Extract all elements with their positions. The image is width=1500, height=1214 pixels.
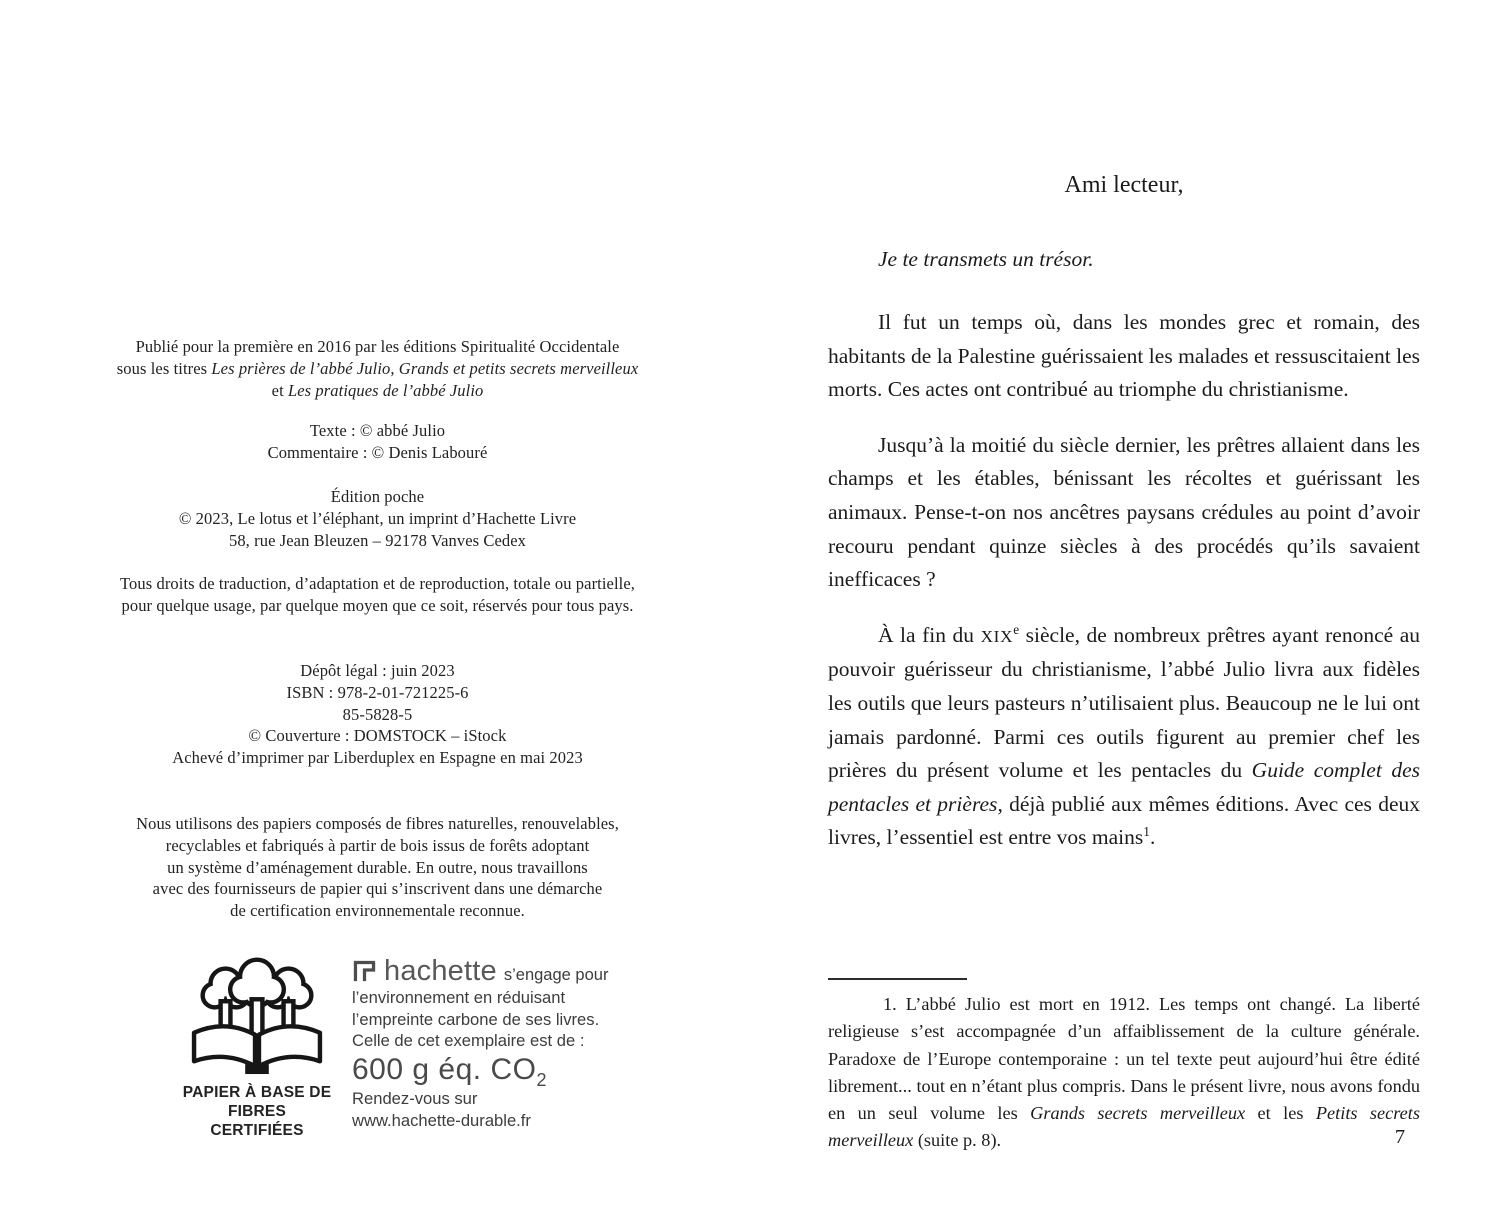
colophon-line: Dépôt légal : juin 2023 (300, 661, 455, 680)
certified-paper-column (182, 956, 332, 1140)
eco-text-line: Celle de cet exemplaire est de : (352, 1031, 585, 1051)
certified-paper-caption (182, 1083, 332, 1140)
body-paragraph: Jusqu’à la moitié du siècle dernier, les prêtres allaient dans les champs et les étables, bénissant les récoltes et guérissant les animaux. Pense-t-on nos ancêtres paysans crédules au point d’avoir recouru pendant quinze siècles à des procédés qu’ils savaient inefficaces ? (828, 432, 1420, 592)
salutation-heading: Ami lecteur, (1064, 172, 1184, 198)
hachette-engagement-column (352, 956, 610, 1132)
hachette-wordmark: hachette (384, 955, 497, 987)
colophon-line: recyclables et fabriqués à partir de bois issus de forêts adoptant (165, 835, 590, 855)
eco-text-line: l’environnement en réduisant (352, 988, 566, 1007)
legal-block (85, 660, 670, 769)
colophon-line: ISBN : 978-2-01-721225-6 (286, 682, 469, 702)
eco-website-url: www.hachette-durable.fr (352, 1110, 531, 1130)
colophon-line: pour quelque usage, par quelque moyen que ce soit, réservés pour tous pays. (121, 595, 634, 615)
hachette-brand-row (352, 955, 610, 987)
paper-statement-block (85, 813, 670, 922)
colophon-line: et Les pratiques de l’abbé Julio (271, 380, 484, 400)
colophon-line: © Couverture : DOMSTOCK – iStock (248, 726, 507, 746)
colophon-line: avec des fournisseurs de papier qui s’inscrivent dans une démarche (152, 879, 603, 899)
page-number: 7 (1394, 1126, 1406, 1148)
hachette-logo-icon (352, 959, 377, 984)
body-paragraph: À la fin du XIXe siècle, de nombreux prêtres ayant renoncé au pouvoir guérisseur du christianisme, l’abbé Julio livra aux fidèles les outils que leurs pasteurs n’utilisaient plus. Beaucoup ne le lui ont jamais pardonné. Parmi ces outils figurent au premier chef les prières du présent volume et les pentacles du Guide complet des pentacles et prières, déjà publié aux mêmes éditions. Avec ces deux livres, l’essentiel est entre vos mains$^1$. (828, 621, 1420, 850)
colophon-line: Nous utilisons des papiers composés de fibres naturelles, renouvelables, (136, 814, 619, 833)
carbon-footprint-value: 600 g éq. $CO_2$ (352, 1052, 547, 1090)
credits-block (85, 420, 670, 464)
body-paragraphs (828, 306, 1420, 877)
colophon-line: sous les titres Les prières de l’abbé Julio, Grands et petits secrets merveilleux (116, 358, 639, 378)
edition-block (85, 486, 670, 551)
colophon-line: un système d’aménagement durable. En outre, nous travaillons (167, 857, 588, 877)
hachette-tagline: s’engage pour (503, 966, 609, 984)
lede-paragraph: Je te transmets un trésor. (878, 247, 1094, 271)
colophon-line: Commentaire : © Denis Labouré (267, 442, 488, 462)
colophon-line: Publié pour la première en 2016 par les éditions Spiritualité Occidentale (135, 337, 620, 356)
eco-footer (182, 956, 612, 1140)
eco-text-line: l’empreinte carbone de ses livres. (352, 1009, 600, 1029)
footnote-divider (828, 978, 967, 980)
colophon-line: Texte : © abbé Julio (309, 421, 446, 440)
colophon-line: Tous droits de traduction, d’adaptation et de reproduction, totale ou partielle, (120, 574, 635, 593)
colophon-line: Achevé d’imprimer par Liberduplex en Espagne en mai 2023 (172, 748, 583, 768)
footnote-paragraph: 1. L’abbé Julio est mort en 1912. Les temps ont changé. La liberté religieuse s’est accompagnée d’un affaiblissement de la culture générale. Paradoxe de l’Europe contemporaine : un tel texte peut aujourd’hui être édité librement... tout en n’étant plus compris. Dans le présent livre, nous avons fondu en un seul volume les Grands secrets merveilleux et les Petits secrets merveilleux (suite p. 8). (828, 994, 1420, 1151)
body-paragraph: Il fut un temps où, dans les mondes grec et romain, des habitants de la Palestine guérissaient les malades et ressuscitaient les morts. Ces actes ont contribué au triomphe du christianisme. (828, 310, 1420, 402)
colophon-line: de certification environnementale reconnue. (230, 901, 525, 921)
colophon-line: © 2023, Le lotus et l’éléphant, un imprint d’Hachette Livre (178, 508, 577, 528)
rights-block (85, 573, 670, 617)
publication-block (85, 336, 670, 401)
colophon-line: 85-5828-5 (342, 704, 413, 724)
certified-paper-trees-book-icon (187, 956, 327, 1076)
eco-visit-line: Rendez-vous sur (352, 1088, 478, 1108)
caption-line: PAPIER À BASE DE (182, 1084, 332, 1101)
colophon-line: 58, rue Jean Bleuzen – 92178 Vanves Cedex (228, 530, 527, 550)
colophon-line: Édition poche (330, 487, 425, 506)
caption-line: FIBRES CERTIFIÉES (210, 1103, 304, 1139)
